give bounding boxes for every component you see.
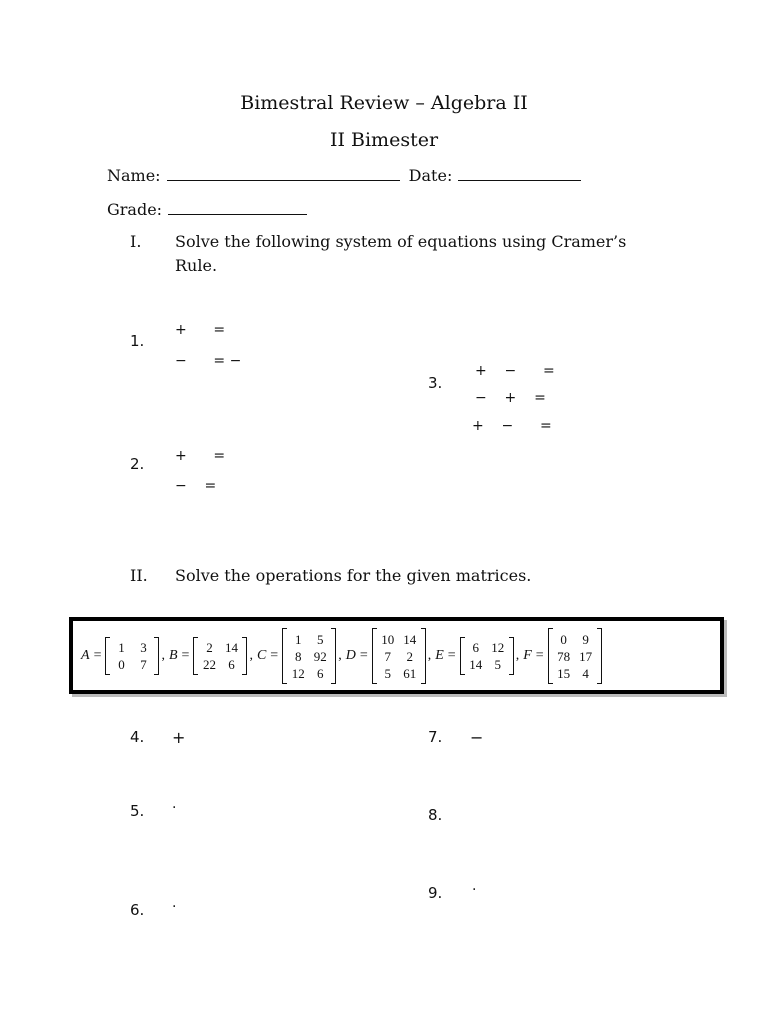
problem-3-number: 3.: [428, 374, 443, 392]
matrix-a: [105, 637, 159, 675]
matrix-cell: 14: [469, 657, 483, 672]
matrix-cell: 6: [228, 657, 235, 672]
matrix-cell: 14: [224, 640, 238, 655]
equals-sign: =: [447, 648, 456, 663]
matrix-d: [372, 628, 426, 684]
matrix-cell: 92: [313, 648, 327, 664]
matrix-cell: 8: [294, 648, 302, 664]
section1-instruction-line2: Rule.: [175, 256, 218, 275]
problem-3-eq3: + − =: [472, 418, 552, 434]
problem-6-number: 6.: [130, 901, 145, 919]
equals-sign: =: [270, 648, 279, 663]
matrix-b: [193, 637, 247, 675]
section2-instruction: Solve the operations for the given matrices.: [175, 566, 532, 585]
matrix-c-name: C: [256, 648, 267, 663]
comma: ,: [161, 648, 165, 663]
problem-9-number: 9.: [428, 884, 443, 902]
matrix-cell: 3: [140, 640, 147, 655]
problem-2-eq2: − =: [175, 478, 217, 494]
section1-instruction-line1: Solve the following system of equations using Cramer’s: [175, 232, 627, 251]
matrix-row: [198, 639, 242, 656]
problem-2-eq1: + =: [175, 448, 226, 464]
matrix-row: [110, 639, 154, 656]
problem-1-eq1: + =: [175, 322, 226, 338]
matrix-row: [287, 648, 331, 665]
matrix-cell: 17: [579, 648, 593, 664]
problem-4-number: 4.: [130, 728, 145, 746]
matrix-row: [377, 665, 421, 682]
matrix-cell: 6: [316, 665, 324, 681]
problem-3-eq2: − + =: [475, 390, 546, 406]
matrix-cell: 7: [384, 648, 391, 664]
matrix-c: [282, 628, 336, 684]
problem-2-number: 2.: [130, 455, 145, 473]
comma: ,: [338, 648, 342, 663]
matrix-cell: 0: [118, 657, 125, 672]
matrix-cell: 2: [206, 640, 213, 655]
matrix-cell: 78: [557, 648, 571, 664]
matrix-a-name: A: [81, 648, 90, 663]
matrix-row: [287, 631, 331, 648]
equals-sign: =: [181, 648, 190, 663]
matrix-cell: 1: [118, 640, 125, 655]
problem-1-number: 1.: [130, 332, 145, 350]
name-label: Name:: [107, 166, 161, 185]
matrix-cell: 5: [384, 665, 391, 681]
grade-field-line: [168, 200, 307, 215]
problem-7-number: 7.: [428, 728, 443, 746]
matrix-definitions-row: [81, 626, 602, 686]
matrix-row: [287, 665, 331, 682]
date-label: Date:: [408, 166, 453, 185]
page-subtitle: II Bimester: [329, 129, 439, 151]
section1-numeral: I.: [130, 232, 142, 251]
name-field-line: [167, 166, 400, 181]
matrix-cell: 9: [582, 631, 589, 647]
equals-sign: =: [93, 648, 102, 663]
matrix-row: [377, 648, 421, 665]
problem-3-eq1: + − =: [475, 363, 555, 379]
problem-8-number: 8.: [428, 806, 443, 824]
matrix-cell: 1: [294, 631, 302, 647]
matrix-cell: 0: [560, 631, 567, 647]
comma: ,: [515, 648, 520, 663]
problem-6-expr: ·: [172, 899, 177, 915]
section2-numeral: II.: [130, 566, 148, 585]
date-field-line: [458, 166, 581, 181]
matrix-row: [377, 631, 421, 648]
grade-row: [107, 200, 307, 219]
matrix-row: [553, 648, 597, 665]
matrix-cell: 15: [557, 665, 571, 681]
matrix-definitions-box: [69, 617, 724, 694]
matrix-b-name: B: [168, 648, 178, 663]
problem-5-number: 5.: [130, 802, 145, 820]
matrix-e: [460, 637, 514, 675]
matrix-cell: 2: [406, 648, 413, 664]
matrix-row: [553, 631, 597, 648]
equals-sign: =: [359, 648, 368, 663]
comma: ,: [427, 648, 432, 663]
matrix-cell: 12: [491, 640, 505, 655]
page-title: Bimestral Review – Algebra II: [240, 92, 528, 114]
problem-5-expr: ·: [172, 800, 177, 816]
problem-1-eq2: − = −: [175, 353, 242, 369]
grade-label: Grade:: [107, 200, 163, 219]
name-date-row: [107, 166, 581, 185]
matrix-d-name: D: [345, 648, 356, 663]
matrix-cell: 5: [494, 657, 501, 672]
matrix-cell: 12: [291, 665, 305, 681]
matrix-row: [110, 656, 154, 673]
matrix-cell: 22: [202, 657, 216, 672]
matrix-row: [465, 639, 509, 656]
matrix-cell: 6: [472, 640, 479, 655]
matrix-f: [548, 628, 602, 684]
problem-7-expr: −: [470, 728, 484, 747]
matrix-cell: 7: [140, 657, 147, 672]
matrix-cell: 61: [403, 665, 417, 681]
matrix-f-name: F: [523, 648, 532, 663]
matrix-cell: 4: [582, 665, 589, 681]
equals-sign: =: [535, 648, 544, 663]
comma: ,: [249, 648, 253, 663]
problem-4-expr: +: [172, 728, 186, 747]
matrix-cell: 14: [403, 631, 417, 647]
matrix-row: [465, 656, 509, 673]
matrix-row: [198, 656, 242, 673]
matrix-row: [553, 665, 597, 682]
matrix-e-name: E: [435, 648, 444, 663]
problem-9-expr: ·: [472, 882, 477, 898]
matrix-cell: 5: [316, 631, 324, 647]
matrix-cell: 10: [381, 631, 395, 647]
